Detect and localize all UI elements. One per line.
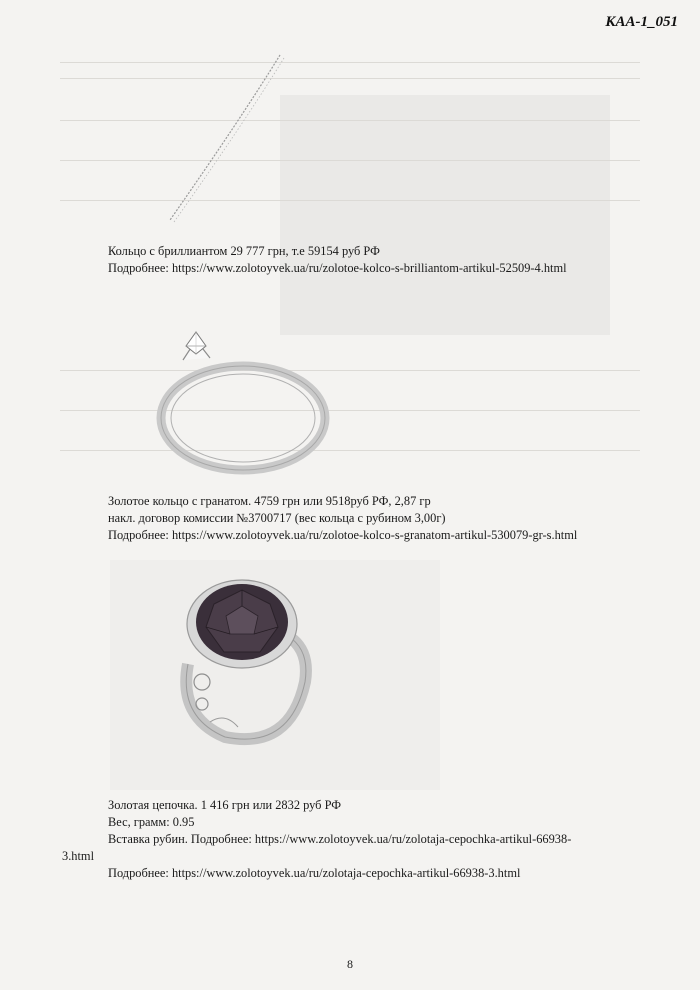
item-insert-link: Вставка рубин. Подробнее: https://www.zolotoyvek.ua/ru/zolotaja-cepochka-artikul-66938- — [108, 832, 572, 846]
item-diamond-ring-text — [108, 243, 567, 277]
item-garnet-ring-text — [108, 493, 577, 544]
bleed-line — [60, 62, 640, 63]
item-title: Золотая цепочка. 1 416 грн или 2832 руб РФ — [108, 798, 342, 812]
item-title: Золотое кольцо с гранатом. 4759 грн или 9518руб РФ, 2,87 гр — [108, 494, 431, 508]
diamond-ring-image — [148, 318, 343, 493]
item-note: накл. договор комиссии №3700717 (вес кольца с рубином 3,00г) — [108, 511, 446, 525]
item-insert-link-continued: 3.html — [62, 849, 95, 863]
bleed-line — [60, 410, 640, 411]
item-gold-chain-text — [108, 797, 571, 848]
bleed-through-area — [280, 95, 610, 335]
bleed-line — [60, 450, 640, 451]
bleed-line — [60, 78, 640, 79]
garnet-ring-image — [170, 572, 320, 752]
bleed-line — [60, 370, 640, 371]
chain-illustration — [150, 50, 300, 230]
document-code: КАА-1_051 — [605, 14, 678, 30]
bleed-line — [60, 120, 640, 121]
item-gold-chain-text-continued — [62, 848, 94, 865]
bleed-line — [60, 160, 640, 161]
item-weight: Вес, грамм: 0.95 — [108, 815, 195, 829]
item-link: Подробнее: https://www.zolotoyvek.ua/ru/zolotaja-cepochka-artikul-66938-3.html — [108, 866, 521, 880]
item-link: Подробнее: https://www.zolotoyvek.ua/ru/zolotoe-kolco-s-granatom-artikul-530079-gr-s.html — [108, 528, 578, 542]
page-number: 8 — [347, 957, 353, 971]
bleed-line — [60, 200, 640, 201]
item-gold-chain-link — [108, 865, 520, 882]
item-link: Подробнее: https://www.zolotoyvek.ua/ru/zolotoe-kolco-s-brilliantom-artikul-52509-4.html — [108, 261, 567, 275]
item-title: Кольцо с бриллиантом 29 777 грн, т.е 59154 руб РФ — [108, 244, 380, 258]
